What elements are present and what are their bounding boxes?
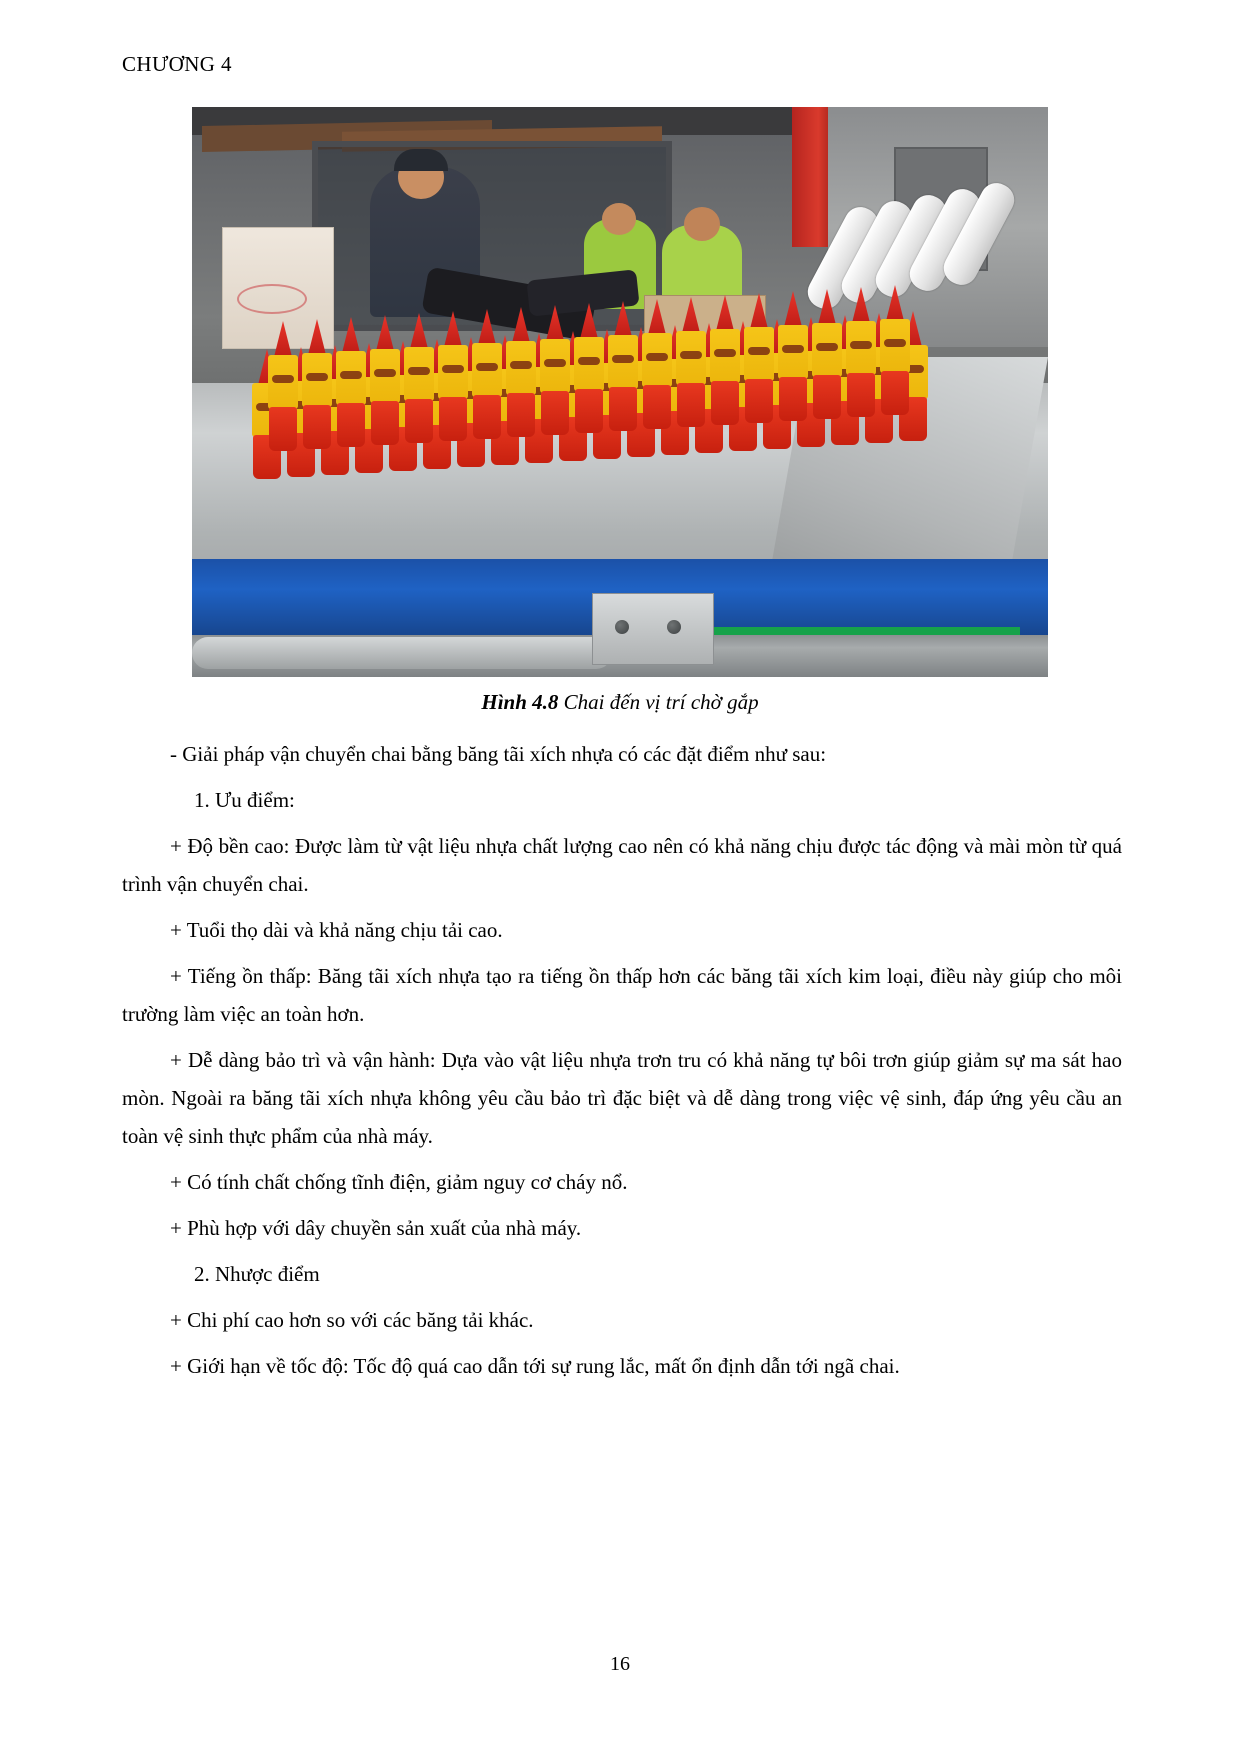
bottle	[846, 287, 876, 417]
bottle	[540, 305, 570, 435]
page-header-chapter: CHƯƠNG 4	[122, 52, 232, 76]
bottle	[642, 299, 672, 429]
bottle	[880, 285, 910, 415]
bottle	[744, 293, 774, 423]
bottle	[404, 313, 434, 443]
figure-caption	[0, 690, 1240, 715]
roller-bar	[192, 637, 612, 669]
figure-image	[192, 107, 1048, 677]
bottle	[506, 307, 536, 437]
bottle	[812, 289, 842, 419]
bottle	[710, 295, 740, 425]
paragraph: + Giới hạn về tốc độ: Tốc độ quá cao dẫn tới sự rung lắc, mất ổn định dẫn tới ngã chai.	[170, 1354, 900, 1378]
bottle	[370, 315, 400, 445]
paragraph: + Tuổi thọ dài và khả năng chịu tải cao.	[170, 918, 503, 942]
bottle	[574, 303, 604, 433]
paragraph: - Giải pháp vận chuyển chai bằng băng tãi xích nhựa có các đặt điểm như sau:	[170, 742, 827, 766]
figure-caption-text: Chai đến vị trí chờ gắp	[558, 690, 759, 714]
body-text	[122, 735, 1122, 1393]
paragraph: + Độ bền cao: Được làm từ vật liệu nhựa chất lượng cao nên có khả năng chịu được tác động và mài mòn từ quá trình vận chuyển chai.	[122, 834, 1122, 896]
bottle	[438, 311, 468, 441]
paragraph-heading-advantages: 1. Ưu điểm:	[194, 788, 295, 812]
clamp-block	[592, 593, 714, 665]
bottle	[676, 297, 706, 427]
page-number: 16	[610, 1653, 630, 1675]
bottle	[302, 319, 332, 449]
paragraph: + Tiếng ồn thấp: Băng tãi xích nhựa tạo ra tiếng ồn thấp hơn các băng tãi xích kim loại, điều này giúp cho môi trường làm việc an toàn hơn.	[122, 964, 1122, 1026]
worker-head-green-a	[602, 203, 636, 235]
photo-content	[192, 107, 1048, 677]
paragraph: + Có tính chất chống tĩnh điện, giảm nguy cơ cháy nổ.	[170, 1170, 628, 1194]
bottle	[778, 291, 808, 421]
paragraph: + Phù hợp với dây chuyền sản xuất của nhà máy.	[170, 1216, 582, 1240]
bottle	[268, 321, 298, 451]
paragraph: + Chi phí cao hơn so với các băng tải khác.	[170, 1308, 534, 1332]
bottle	[472, 309, 502, 439]
paragraph: + Dễ dàng bảo trì và vận hành: Dựa vào vật liệu nhựa trơn tru có khả năng tự bôi trơn giúp giảm sự ma sát hao mòn. Ngoài ra băng tãi xích nhựa không yêu cầu bảo trì đặc biệt và dễ dàng trong việc vệ sinh, đáp ứng yêu cầu an toàn vệ sinh thực phẩm của nhà máy.	[122, 1048, 1122, 1148]
worker-cap	[394, 149, 448, 171]
paragraph-heading-disadvantages: 2. Nhược điểm	[194, 1262, 320, 1286]
bottle	[608, 301, 638, 431]
bottle	[336, 317, 366, 447]
figure-caption-label: Hình 4.8	[481, 690, 559, 714]
worker-head-green-b	[684, 207, 720, 241]
bottle-group	[252, 303, 952, 473]
